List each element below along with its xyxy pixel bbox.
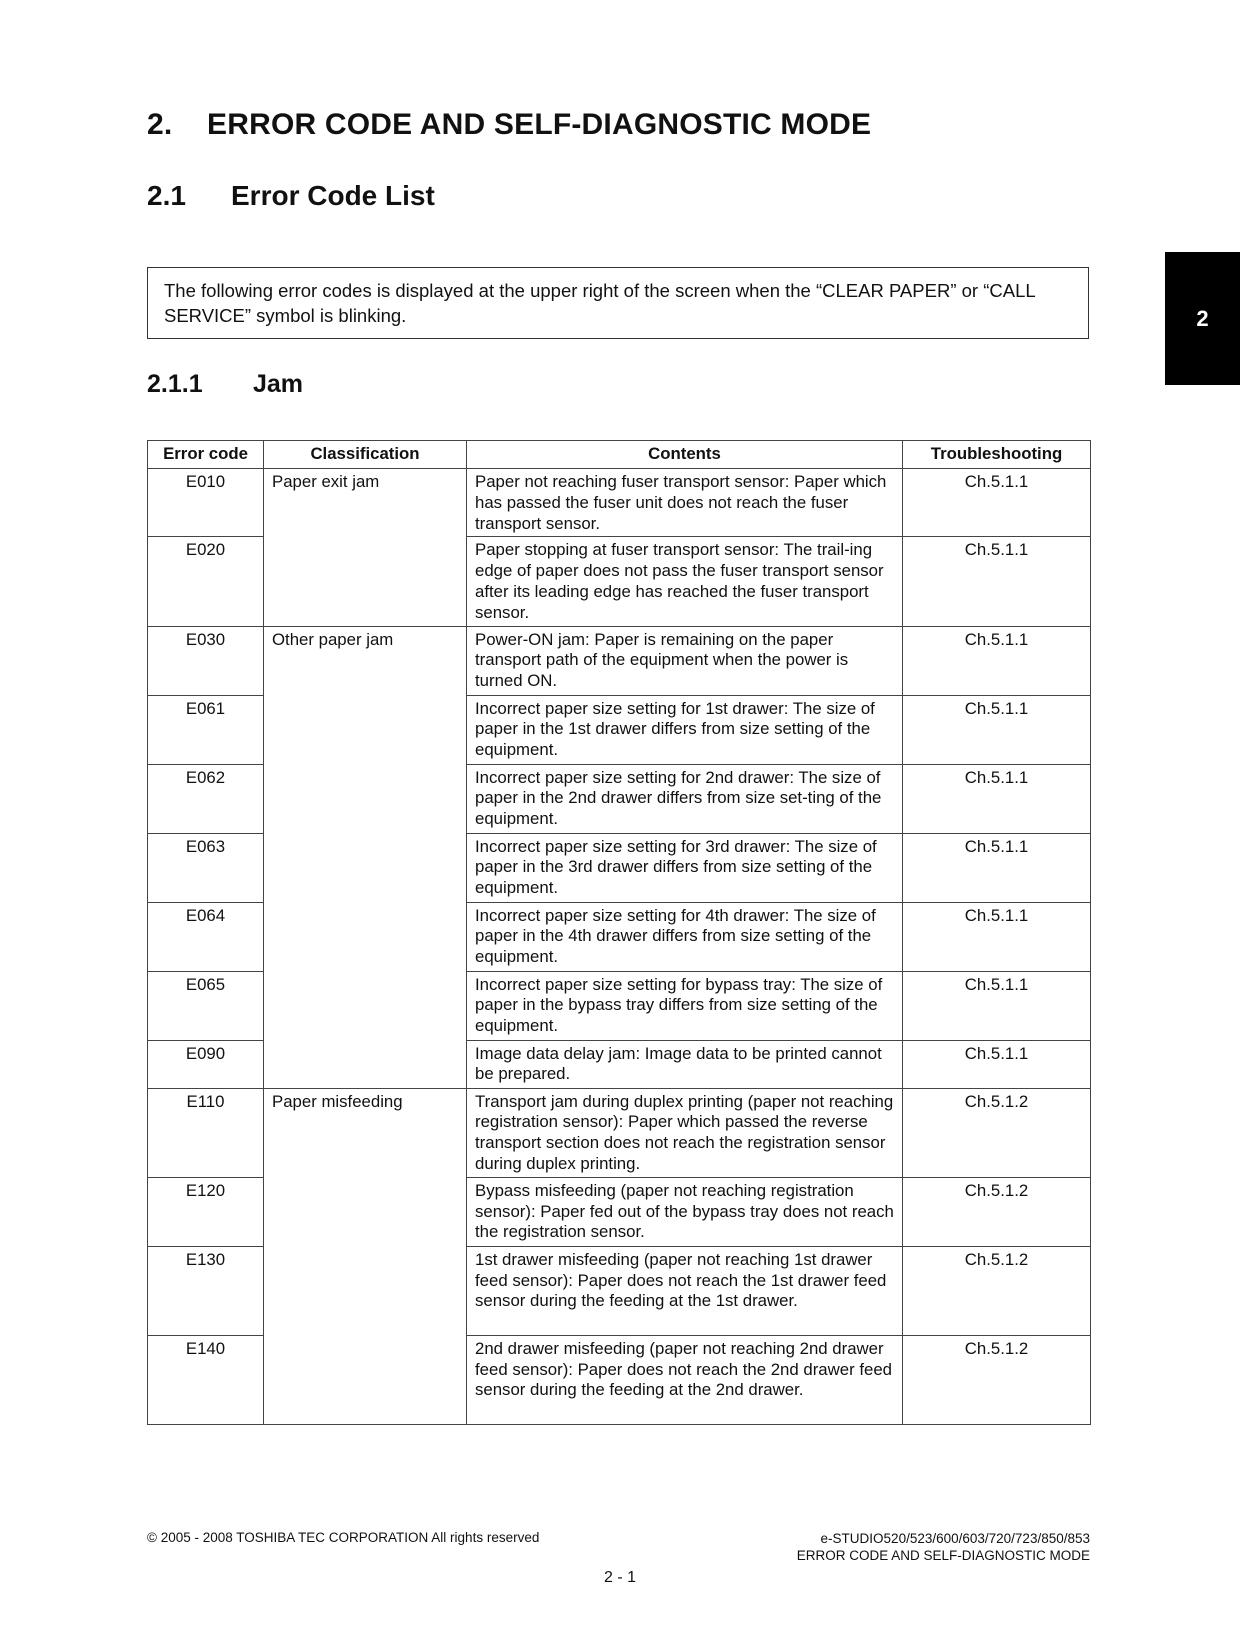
header-contents: Contents bbox=[467, 441, 903, 469]
troubleshooting-cell: Ch.5.1.1 bbox=[903, 902, 1091, 971]
error-code-cell: E020 bbox=[148, 537, 264, 626]
troubleshooting-cell: Ch.5.1.2 bbox=[903, 1246, 1091, 1335]
section-number: 2.1 bbox=[147, 180, 186, 211]
contents-cell: Incorrect paper size setting for 1st drawer: The size of paper in the 1st drawer differs from size setting of the equipment. bbox=[467, 695, 903, 764]
contents-cell: Paper stopping at fuser transport sensor: The trail-ing edge of paper does not pass the fuser transport sensor after its leading edge has reached the fuser transport sensor. bbox=[467, 537, 903, 626]
contents-cell: Incorrect paper size setting for 2nd drawer: The size of paper in the 2nd drawer differs from size set-ting of the equipment. bbox=[467, 764, 903, 833]
troubleshooting-cell: Ch.5.1.1 bbox=[903, 469, 1091, 537]
header-error-code: Error code bbox=[148, 441, 264, 469]
error-code-cell: E062 bbox=[148, 764, 264, 833]
header-troubleshooting: Troubleshooting bbox=[903, 441, 1091, 469]
troubleshooting-cell: Ch.5.1.1 bbox=[903, 537, 1091, 626]
error-code-cell: E065 bbox=[148, 971, 264, 1040]
troubleshooting-cell: Ch.5.1.1 bbox=[903, 1040, 1091, 1088]
error-code-cell: E064 bbox=[148, 902, 264, 971]
section-heading bbox=[147, 180, 435, 212]
contents-cell: Bypass misfeeding (paper not reaching registration sensor): Paper fed out of the bypass tray does not reach the registration sensor. bbox=[467, 1177, 903, 1246]
chapter-heading bbox=[147, 108, 871, 142]
troubleshooting-cell: Ch.5.1.1 bbox=[903, 626, 1091, 695]
troubleshooting-cell: Ch.5.1.2 bbox=[903, 1177, 1091, 1246]
footer-chapter: ERROR CODE AND SELF-DIAGNOSTIC MODE bbox=[796, 1548, 1090, 1563]
table-row bbox=[148, 1088, 1091, 1177]
error-code-cell: E030 bbox=[148, 626, 264, 695]
footer-copyright: © 2005 - 2008 TOSHIBA TEC CORPORATION All rights reserved bbox=[147, 1530, 540, 1545]
contents-cell: Transport jam during duplex printing (paper not reaching registration sensor): Paper which passed the reverse transport section does not reach the registration sensor during duplex printing. bbox=[467, 1088, 903, 1177]
error-code-cell: E120 bbox=[148, 1177, 264, 1246]
contents-cell: Image data delay jam: Image data to be printed cannot be prepared. bbox=[467, 1040, 903, 1088]
footer-right bbox=[797, 1530, 1090, 1564]
contents-cell: Incorrect paper size setting for 3rd drawer: The size of paper in the 3rd drawer differs from size setting of the equipment. bbox=[467, 833, 903, 902]
troubleshooting-cell: Ch.5.1.1 bbox=[903, 695, 1091, 764]
contents-cell: Incorrect paper size setting for 4th drawer: The size of paper in the 4th drawer differs from size setting of the equipment. bbox=[467, 902, 903, 971]
classification-cell: Paper exit jam bbox=[264, 469, 467, 627]
troubleshooting-cell: Ch.5.1.2 bbox=[903, 1088, 1091, 1177]
troubleshooting-cell: Ch.5.1.1 bbox=[903, 833, 1091, 902]
contents-cell: Power-ON jam: Paper is remaining on the paper transport path of the equipment when the power is turned ON. bbox=[467, 626, 903, 695]
notice-box: The following error codes is displayed at the upper right of the screen when the “CLEAR PAPER” or “CALL SERVICE” symbol is blinking. bbox=[147, 267, 1089, 339]
contents-cell: Paper not reaching fuser transport sensor: Paper which has passed the fuser unit does not reach the fuser transport sensor. bbox=[467, 469, 903, 537]
contents-cell: 2nd drawer misfeeding (paper not reaching 2nd drawer feed sensor): Paper does not reach the 2nd drawer feed sensor during the feeding at the 2nd drawer. bbox=[467, 1335, 903, 1424]
error-code-cell: E140 bbox=[148, 1335, 264, 1424]
classification-cell: Paper misfeeding bbox=[264, 1088, 467, 1424]
table-header-row bbox=[148, 441, 1091, 469]
chapter-number: 2. bbox=[147, 108, 173, 141]
troubleshooting-cell: Ch.5.1.1 bbox=[903, 764, 1091, 833]
error-code-cell: E063 bbox=[148, 833, 264, 902]
subsection-number: 2.1.1 bbox=[147, 370, 203, 398]
troubleshooting-cell: Ch.5.1.2 bbox=[903, 1335, 1091, 1424]
contents-cell: 1st drawer misfeeding (paper not reaching 1st drawer feed sensor): Paper does not reach the 1st drawer feed sensor during the feeding at the 1st drawer. bbox=[467, 1246, 903, 1335]
table-row bbox=[148, 469, 1091, 537]
error-code-cell: E110 bbox=[148, 1088, 264, 1177]
error-code-cell: E061 bbox=[148, 695, 264, 764]
page-number: 2 - 1 bbox=[603, 1569, 636, 1586]
error-code-table bbox=[147, 440, 1091, 1425]
section-title: Error Code List bbox=[231, 180, 435, 211]
chapter-side-tab: 2 bbox=[1165, 252, 1240, 385]
contents-cell: Incorrect paper size setting for bypass tray: The size of paper in the bypass tray differs from size setting of the equipment. bbox=[467, 971, 903, 1040]
troubleshooting-cell: Ch.5.1.1 bbox=[903, 971, 1091, 1040]
error-code-cell: E130 bbox=[148, 1246, 264, 1335]
subsection-heading bbox=[147, 370, 303, 399]
header-classification: Classification bbox=[264, 441, 467, 469]
table-row bbox=[148, 626, 1091, 695]
error-code-cell: E090 bbox=[148, 1040, 264, 1088]
classification-cell: Other paper jam bbox=[264, 626, 467, 1088]
footer-model: e-STUDIO520/523/600/603/720/723/850/853 bbox=[820, 1531, 1090, 1546]
chapter-title: ERROR CODE AND SELF-DIAGNOSTIC MODE bbox=[207, 108, 872, 141]
subsection-title: Jam bbox=[253, 370, 304, 398]
error-code-cell: E010 bbox=[148, 469, 264, 537]
